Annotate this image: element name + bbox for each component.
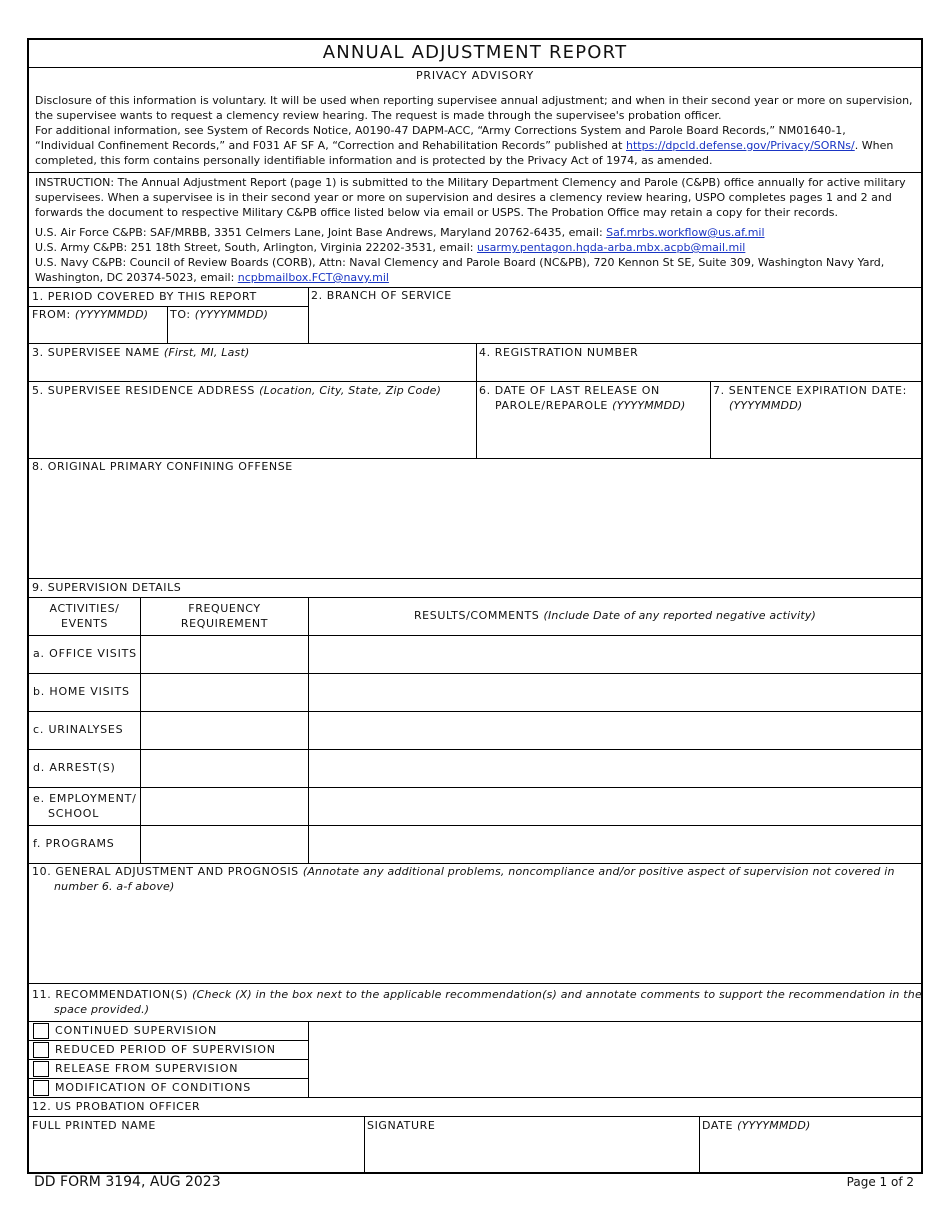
- results-column-header: RESULTS/COMMENTS (Include Date of any reported negative activity): [413, 609, 817, 622]
- sorns-link[interactable]: https://dpcld.defense.gov/Privacy/SORNs/: [625, 139, 855, 152]
- frequency-column-header: FREQUENCY REQUIREMENT: [180, 602, 269, 630]
- home-visits-results[interactable]: [309, 674, 921, 711]
- form-title: ANNUAL ADJUSTMENT REPORT: [322, 42, 628, 63]
- form-page: ANNUAL ADJUSTMENT REPORT PRIVACY ADVISORY Disclosure of this information is voluntary. It will be used when reporting supervisee annual adjustment; and when in their second year or more on supervision, the supervisee wants to request a clemency review hearing. The request is made through the supervisee's probation officer. For additional information, see System of Records Notice, A0190-47 DAPM-ACC, “Army Corrections System and Parole Board Records,” NM01640-1, “Individual Confinement Records,” and F031 AF SF A, “Correction and Rehabilitation Records” published at https://dpcld.defense.gov/Privacy/SORNs/. When completed, this form contains personally identifiable information and is protected by the Privacy Act of 1974, as amended. INSTRUCTION: The Annual Adjustment Report (page 1) is submitted to the Military Department Clemency and Parole (C&PB) office annually for active military supervisees. When a supervisee is in their second year or more on supervision and desires a clemency review hearing, USPO completes pages 1 and 2 and forwards the document to respective Military C&PB office listed below via email or USPS. The Probation Office may retain a copy for their records. U.S. Air Force C&PB: SAF/MRBB, 3351 Celmers Lane, Joint Base Andrews, Maryland 20762-6435, email: Saf.mrbs.workflow@us.af.mil U.S. Army C&PB: 251 18th Street, South, Arlington, Virginia 22202-3531, email: usarmy.pentagon.hqda-arba.mbx.acpb@mail.mil U.S. Navy C&PB: Council of Review Boards (CORB), Attn: Naval Clemency and Parole Board (NC&PB), 720 Kennon St SE, Suite 309, Washington Navy Yard, Washington, DC 20374-5023, email: ncpbmailbox.FCT@navy.mil 1. PERIOD COVERED BY THIS REPORT FROM: (YYYYMMDD) TO: (YYYYMMDD) 2. BRANCH OF SERVICE 3. SUPERVISEE NAME (First, MI, Last) 4. REGISTRATION NUMBER 5. SUPERVISEE RESIDENCE ADDRESS (Location, City, State, Zip Code) 6. DATE OF LAST RELEASE ON PAROLE/REPAROLE (YYYYMMDD) 7. SENTENCE EXPIRATION DATE: (YYYYMMDD) 8. ORIGINAL PRIMARY CONFINING OFFENSE 9. SUPERVISION DETAILS ACTIVITIES/ EVENTS FREQUENCY REQUIREMENT RESULTS/COMMENTS (Include Date of any reported negative activity) a. OFFICE VISITS b. HOME VISITS c. URINALYSES d. ARREST(S) e. EMPLOYMENT/ SCHOOL f. PROGRAMS 10. GENERAL ADJUSTMENT AND PROGNOSIS (Annotate any additional problems, noncompliance and/or positive aspect of supervision not covered in number 6. a-f above) 11. RECOMMENDATION(S) (Check (X) in the box next to the applicable recommendation(s) and annotate comments to support the recommendation in the space provided.) CONTINUED SUPERVISION REDUCED PERIOD OF SUPERVISION RELEASE FROM SUPERVISION MODIFICATION OF CONDITIONS 12. US PROBATION OFFICER FULL PRINTED NAME SIGNATURE DATE (YYYYMMDD): [27, 38, 923, 1174]
- to-label: TO:: [170, 308, 195, 321]
- office-visits-frequency[interactable]: [141, 636, 308, 673]
- activities-column-header: ACTIVITIES/ EVENTS: [49, 602, 120, 630]
- signature-field[interactable]: [365, 1117, 699, 1172]
- to-date-field[interactable]: [168, 307, 308, 343]
- page-number: Page 1 of 2: [846, 1175, 914, 1189]
- registration-number-field[interactable]: [477, 344, 921, 381]
- arrests-frequency[interactable]: [141, 750, 308, 787]
- programs-results[interactable]: [309, 826, 921, 863]
- home-visits-frequency[interactable]: [141, 674, 308, 711]
- row-employment-school: e. EMPLOYMENT/ SCHOOL: [33, 792, 137, 820]
- from-label: FROM:: [32, 308, 75, 321]
- general-adjustment-field[interactable]: [29, 864, 921, 983]
- sentence-expiration-field[interactable]: [711, 382, 921, 458]
- privacy-advisory-heading: PRIVACY ADVISORY: [415, 69, 535, 82]
- release-from-supervision-label: RELEASE FROM SUPERVISION: [55, 1062, 239, 1075]
- air-force-address: U.S. Air Force C&PB: SAF/MRBB, 3351 Celmers Lane, Joint Base Andrews, Maryland 20762-6435, email: Saf.mrbs.workflow@us.af.mil: [35, 226, 765, 239]
- residence-address-field[interactable]: [29, 382, 476, 458]
- release-from-supervision-checkbox[interactable]: [33, 1061, 49, 1077]
- privacy-line: the supervisee wants to request a clemency review hearing. The request is made through the supervisee's probation officer.: [35, 109, 722, 122]
- from-date-field[interactable]: [29, 307, 167, 343]
- sentence-expiration-label: 7. SENTENCE EXPIRATION DATE:: [713, 384, 907, 397]
- reduced-period-checkbox[interactable]: [33, 1042, 49, 1058]
- branch-of-service-field[interactable]: [309, 288, 921, 343]
- probation-officer-label: 12. US PROBATION OFFICER: [32, 1100, 201, 1113]
- navy-email-link[interactable]: ncpbmailbox.FCT@navy.mil: [237, 271, 389, 284]
- recommendation-comments-field[interactable]: [309, 1022, 921, 1097]
- reduced-period-label: REDUCED PERIOD OF SUPERVISION: [55, 1043, 276, 1056]
- supervisee-name-field[interactable]: [29, 344, 476, 381]
- employment-results[interactable]: [309, 788, 921, 825]
- row-home-visits: b. HOME VISITS: [33, 685, 130, 698]
- arrests-results[interactable]: [309, 750, 921, 787]
- signature-label: SIGNATURE: [367, 1119, 436, 1132]
- date-label: DATE: [702, 1119, 738, 1132]
- full-printed-name-label: FULL PRINTED NAME: [32, 1119, 156, 1132]
- modification-of-conditions-checkbox[interactable]: [33, 1080, 49, 1096]
- row-programs: f. PROGRAMS: [33, 837, 115, 850]
- period-covered-label: 1. PERIOD COVERED BY THIS REPORT: [32, 290, 257, 303]
- registration-number-label: 4. REGISTRATION NUMBER: [479, 346, 639, 359]
- residence-address-label: 5. SUPERVISEE RESIDENCE ADDRESS: [32, 384, 260, 397]
- modification-of-conditions-label: MODIFICATION OF CONDITIONS: [55, 1081, 252, 1094]
- last-release-date-label: 6. DATE OF LAST RELEASE ON: [479, 384, 660, 397]
- supervisee-name-label: 3. SUPERVISEE NAME: [32, 346, 164, 359]
- employment-frequency[interactable]: [141, 788, 308, 825]
- confining-offense-field[interactable]: [29, 459, 921, 578]
- air-force-email-link[interactable]: Saf.mrbs.workflow@us.af.mil: [606, 226, 765, 239]
- privacy-advisory-text: [35, 93, 917, 168]
- continued-supervision-checkbox[interactable]: [33, 1023, 49, 1039]
- recommendations-label: 11. RECOMMENDATION(S): [32, 988, 193, 1001]
- privacy-line: Disclosure of this information is voluntary. It will be used when reporting supervisee annual adjustment; and when in their second year or more on supervision,: [35, 94, 913, 107]
- supervision-details-label: 9. SUPERVISION DETAILS: [32, 581, 182, 594]
- full-printed-name-field[interactable]: [29, 1117, 364, 1172]
- row-arrests: d. ARREST(S): [33, 761, 116, 774]
- programs-frequency[interactable]: [141, 826, 308, 863]
- confining-offense-label: 8. ORIGINAL PRIMARY CONFINING OFFENSE: [32, 460, 293, 473]
- privacy-line: completed, this form contains personally identifiable information and is protected by the Privacy Act of 1974, as amended.: [35, 154, 713, 167]
- instruction-text: INSTRUCTION: The Annual Adjustment Report (page 1) is submitted to the Military Department Clemency and Parole (C&PB) office annually for active military supervisees. When a supervisee is in their second year or more on supervision and desires a clemency review hearing, USPO completes pages 1 and 2 and forwards the document to respective Military C&PB office listed below via email or USPS. The Probation Office may retain a copy for their records. U.S. Air Force C&PB: SAF/MRBB, 3351 Celmers Lane, Joint Base Andrews, Maryland 20762-6435, email: Saf.mrbs.workflow@us.af.mil U.S. Army C&PB: 251 18th Street, South, Arlington, Virginia 22202-3531, email: usarmy.pentagon.hqda-arba.mbx.acpb@mail.mil U.S. Navy C&PB: Council of Review Boards (CORB), Attn: Naval Clemency and Parole Board (NC&PB), 720 Kennon St SE, Suite 309, Washington Navy Yard, Washington, DC 20374-5023, email: ncpbmailbox.FCT@navy.mil: [35, 175, 917, 285]
- navy-address: U.S. Navy C&PB: Council of Review Boards (CORB), Attn: Naval Clemency and Parole Board (NC&PB), 720 Kennon St SE, Suite 309, Washington Navy Yard,: [35, 256, 885, 269]
- branch-of-service-label: 2. BRANCH OF SERVICE: [311, 289, 452, 302]
- date-field[interactable]: [700, 1117, 921, 1172]
- army-address: U.S. Army C&PB: 251 18th Street, South, Arlington, Virginia 22202-3531, email: usarmy.pentagon.hqda-arba.mbx.acpb@mail.mil: [35, 241, 746, 254]
- row-urinalyses: c. URINALYSES: [33, 723, 124, 736]
- last-release-date-field[interactable]: [477, 382, 710, 458]
- form-identifier: DD FORM 3194, AUG 2023: [34, 1174, 221, 1190]
- continued-supervision-label: CONTINUED SUPERVISION: [55, 1024, 218, 1037]
- row-office-visits: a. OFFICE VISITS: [33, 647, 137, 660]
- privacy-line: For additional information, see System of Records Notice, A0190-47 DAPM-ACC, “Army Corrections System and Parole Board Records,” NM01640-1,: [35, 124, 846, 137]
- urinalyses-frequency[interactable]: [141, 712, 308, 749]
- office-visits-results[interactable]: [309, 636, 921, 673]
- army-email-link[interactable]: usarmy.pentagon.hqda-arba.mbx.acpb@mail.mil: [476, 241, 746, 254]
- general-adjustment-label: 10. GENERAL ADJUSTMENT AND PROGNOSIS: [32, 865, 303, 878]
- urinalyses-results[interactable]: [309, 712, 921, 749]
- privacy-line: “Individual Confinement Records,” and F031 AF SF A, “Correction and Rehabilitation Records” published at https://dpcld.defense.gov/Privacy/SORNs/. When: [35, 139, 894, 152]
